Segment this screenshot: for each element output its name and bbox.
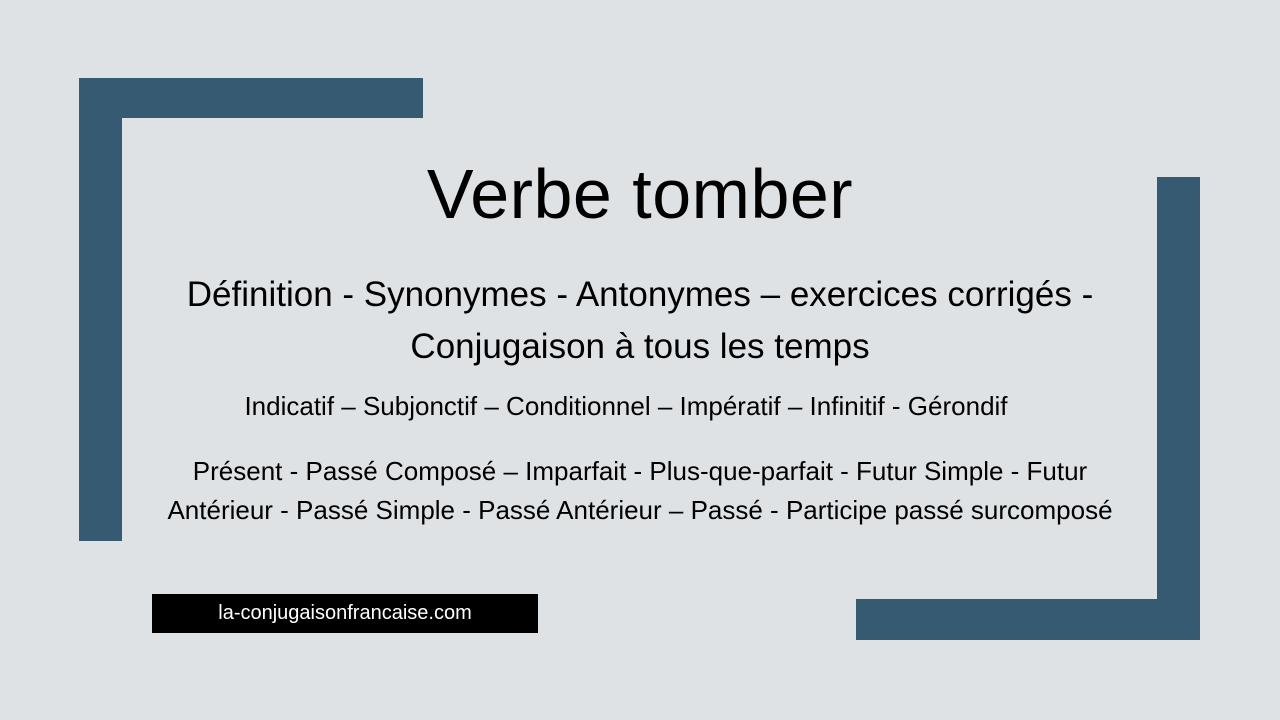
bottom-right-frame-vertical (1157, 177, 1200, 640)
bottom-right-frame-horizontal (856, 599, 1200, 640)
top-left-frame-horizontal (79, 78, 423, 118)
website-link[interactable]: la-conjugaisonfrancaise.com (152, 594, 538, 633)
page-title: Verbe tomber (426, 155, 854, 233)
subtitle: Définition - Synonymes - Antonymes – exercices corrigés - Conjugaison à tous les temps (186, 275, 1094, 366)
top-left-frame-vertical (79, 78, 122, 541)
moods-list: Indicatif – Subjonctif – Conditionnel – Impératif – Infinitif - Gérondif (244, 391, 1008, 421)
tenses-list: Présent - Passé Composé – Imparfait - Plus-que-parfait - Futur Simple - Futur Antérieur - Passé Simple - Passé Antérieur – Passé - Participe passé surcomposé (167, 456, 1113, 525)
